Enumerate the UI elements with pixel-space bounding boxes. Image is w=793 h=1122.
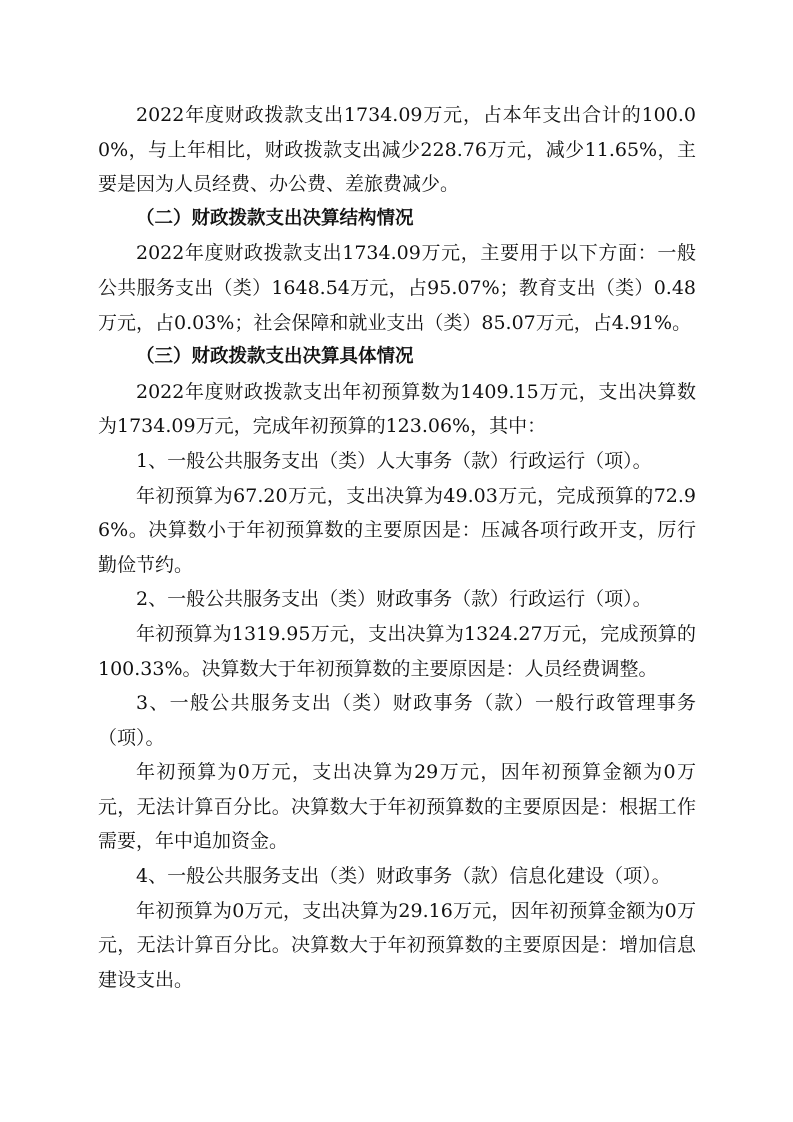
paragraph-expenditure-total: 2022年度财政拨款支出1734.09万元，占本年支出合计的100.00%，与上年相比，财政拨款支出减少228.76万元，减少11.65%，主要是因为人员经费、办公费、差旅费减少。 <box>98 104 696 196</box>
item-title-1: 1、一般公共服务支出（类）人大事务（款）行政运行（项）。 <box>136 449 652 472</box>
item-title-4: 4、一般公共服务支出（类）财政事务（款）信息化建设（项）。 <box>136 865 671 888</box>
item-detail-4: 年初预算为0万元，支出决算为29.16万元，因年初预算金额为0万元，无法计算百分比。决算数大于年初预算数的主要原因是：增加信息建设支出。 <box>98 899 696 991</box>
paragraph-budget-completion: 2022年度财政拨款支出年初预算数为1409.15万元，支出决算数为1734.09万元，完成年初预算的123.06%，其中： <box>98 380 696 438</box>
item-detail-3: 年初预算为0万元，支出决算为29万元，因年初预算金额为0万元，无法计算百分比。决算数大于年初预算数的主要原因是：根据工作需要，年中追加资金。 <box>98 761 696 853</box>
section-heading-structure: （二）财政拨款支出决算结构情况 <box>136 207 414 229</box>
paragraph-expenditure-structure: 2022年度财政拨款支出1734.09万元，主要用于以下方面：一般公共服务支出（类）1648.54万元，占95.07%；教育支出（类）0.48万元，占0.03%；社会保障和就业支出（类）85.07万元，占4.91%。 <box>98 242 696 334</box>
item-detail-1: 年初预算为67.20万元，支出决算为49.03万元，完成预算的72.96%。决算数小于年初预算数的主要原因是：压减各项行政开支，厉行勤俭节约。 <box>98 484 696 576</box>
document-page <box>98 98 696 997</box>
item-title-2: 2、一般公共服务支出（类）财政事务（款）行政运行（项）。 <box>136 588 652 611</box>
item-detail-2: 年初预算为1319.95万元，支出决算为1324.27万元，完成预算的100.33%。决算数大于年初预算数的主要原因是：人员经费调整。 <box>98 622 696 680</box>
item-title-3: 3、一般公共服务支出（类）财政事务（款）一般行政管理事务（项）。 <box>98 692 696 749</box>
section-heading-details: （三）财政拨款支出决算具体情况 <box>136 346 414 368</box>
